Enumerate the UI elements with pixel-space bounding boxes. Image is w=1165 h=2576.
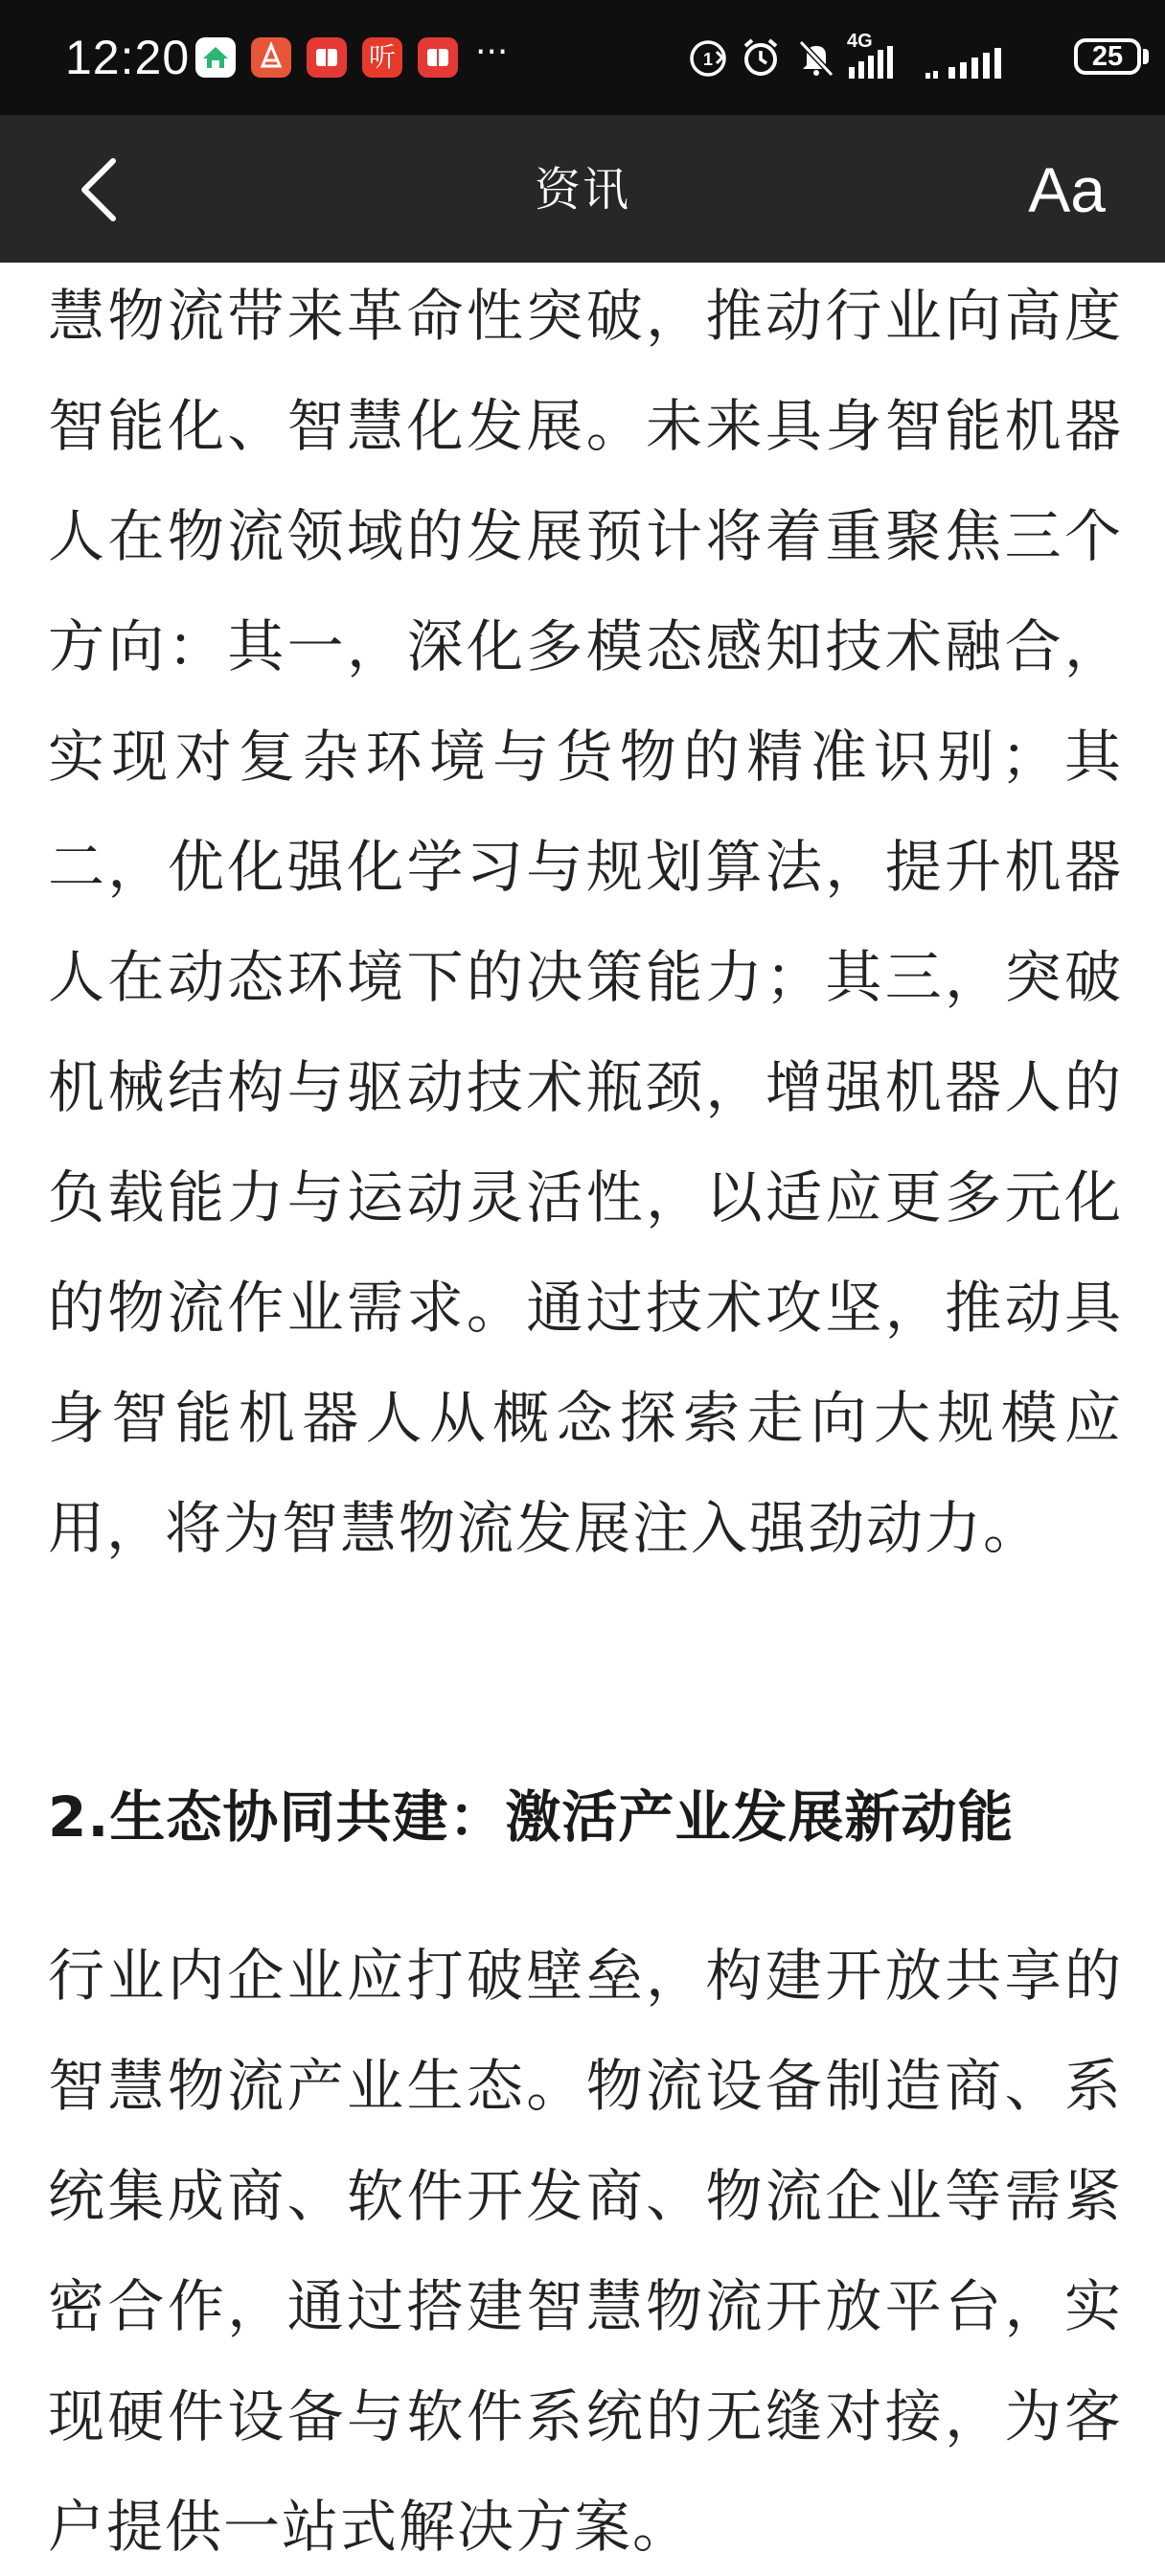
status-bar <box>0 0 1165 115</box>
article-paragraph: 慧物流带来革命性突破，推动行业向高度智能化、智慧化发展。未来具身智能机器人在物流领域的发展预计将着重聚焦三个方向：其一，深化多模态感知技术融合，实现对复杂环境与货物的精准识别；其二，优化强化学习与规划算法，提升机器人在动态环境下的决策能力；其三，突破机械结构与驱动技术瓶颈，增强机器人的负载能力与运动灵活性，以适应更多元化的物流作业需求。通过技术攻坚，推动具身智能机器人从概念探索走向大规模应用，将为智慧物流发展注入强劲动力。 <box>48 283 1123 1561</box>
system-icons <box>686 29 1165 86</box>
book-app-icon <box>307 37 347 78</box>
battery-tip <box>1143 49 1149 64</box>
battery-level: 25 <box>1091 40 1124 72</box>
nav-header <box>0 115 1165 263</box>
second-signal-icon <box>925 46 1031 80</box>
book-app-icon <box>418 37 458 78</box>
svg-text:1: 1 <box>702 50 714 69</box>
status-time: 12:20 <box>65 31 191 84</box>
listen-app-icon <box>362 37 402 78</box>
notification-icons <box>195 34 508 80</box>
home-app-icon <box>195 37 236 78</box>
page-title: 资讯 <box>534 163 630 217</box>
mute-icon <box>795 36 837 79</box>
listen-app-glyph: 听 <box>368 41 396 73</box>
signal-strength-icon <box>847 46 906 80</box>
alarm-icon <box>740 36 782 79</box>
more-notifications-icon: ··· <box>475 33 509 72</box>
battery-icon <box>1074 38 1141 75</box>
orange-app-icon <box>251 37 291 78</box>
network-type-label: 4G <box>847 31 873 52</box>
article-content[interactable] <box>0 263 1165 2576</box>
font-size-button[interactable]: Aa <box>1028 154 1106 225</box>
hd-call-icon <box>688 38 728 79</box>
article-paragraph: 行业内企业应打破壁垒，构建开放共享的智慧物流产业生态。物流设备制造商、系统集成商、软件开发商、物流企业等需紧密合作，通过搭建智慧物流开放平台，实现硬件设备与软件系统的无缝对接，为客户提供一站式解决方案。 <box>48 1943 1123 2560</box>
section-heading: 2.生态协同共建：激活产业发展新动能 <box>48 1784 1015 1850</box>
